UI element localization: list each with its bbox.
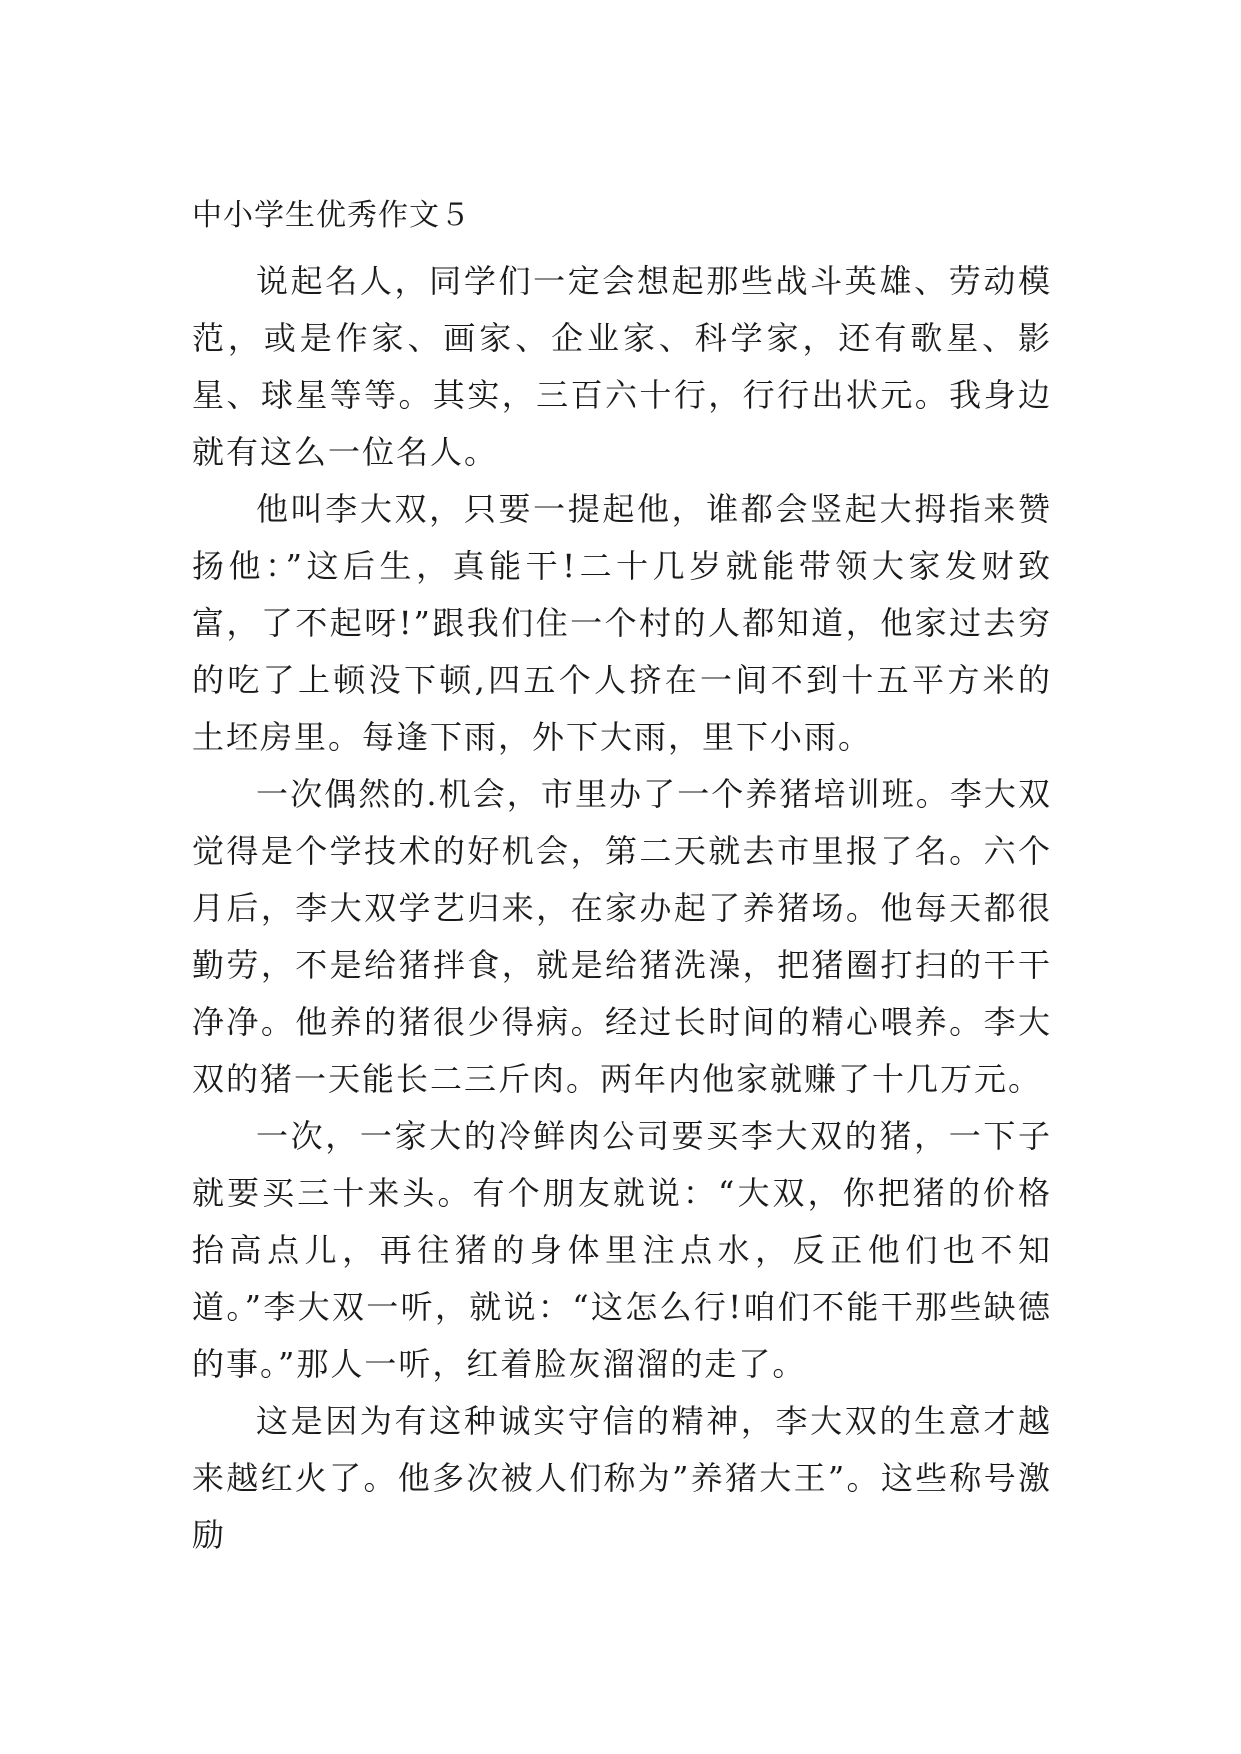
- document-body: [192, 253, 1052, 1564]
- paragraph-2: 他叫李大双，只要一提起他，谁都会竖起大拇指来赞扬他：”这后生，真能干!二十几岁就能带领大家发财致富，了不起呀!”跟我们住一个村的人都知道，他家过去穷的吃了上顿没下顿,四五个人挤在一间不到十五平方米的土坯房里。每逢下雨，外下大雨，里下小雨。: [192, 490, 1052, 756]
- paragraph-5: 这是因为有这种诚实守信的精神，李大双的生意才越来越红火了。他多次被人们称为”养猪大王”。这些称号激励: [192, 1402, 1052, 1554]
- document-title: 中小学生优秀作文５: [192, 198, 471, 233]
- paragraph-3: 一次偶然的.机会，市里办了一个养猪培训班。李大双觉得是个学技术的好机会，第二天就去市里报了名。六个月后，李大双学艺归来，在家办起了养猪场。他每天都很勤劳，不是给猪拌食，就是给猪洗澡，把猪圈打扫的干干净净。他养的猪很少得病。经过长时间的精心喂养。李大双的猪一天能长二三斤肉。两年内他家就赚了十几万元。: [192, 775, 1052, 1098]
- paragraph-1: 说起名人，同学们一定会想起那些战斗英雄、劳动模范，或是作家、画家、企业家、科学家，还有歌星、影星、球星等等。其实，三百六十行，行行出状元。我身边就有这么一位名人。: [192, 262, 1052, 471]
- paragraph-4: 一次，一家大的冷鲜肉公司要买李大双的猪，一下子就要买三十来头。有个朋友就说：“大双，你把猪的价格抬高点儿，再往猪的身体里注点水，反正他们也不知道。”李大双一听，就说：“这怎么行!咱们不能干那些缺德的事。”那人一听，红着脸灰溜溜的走了。: [192, 1117, 1052, 1383]
